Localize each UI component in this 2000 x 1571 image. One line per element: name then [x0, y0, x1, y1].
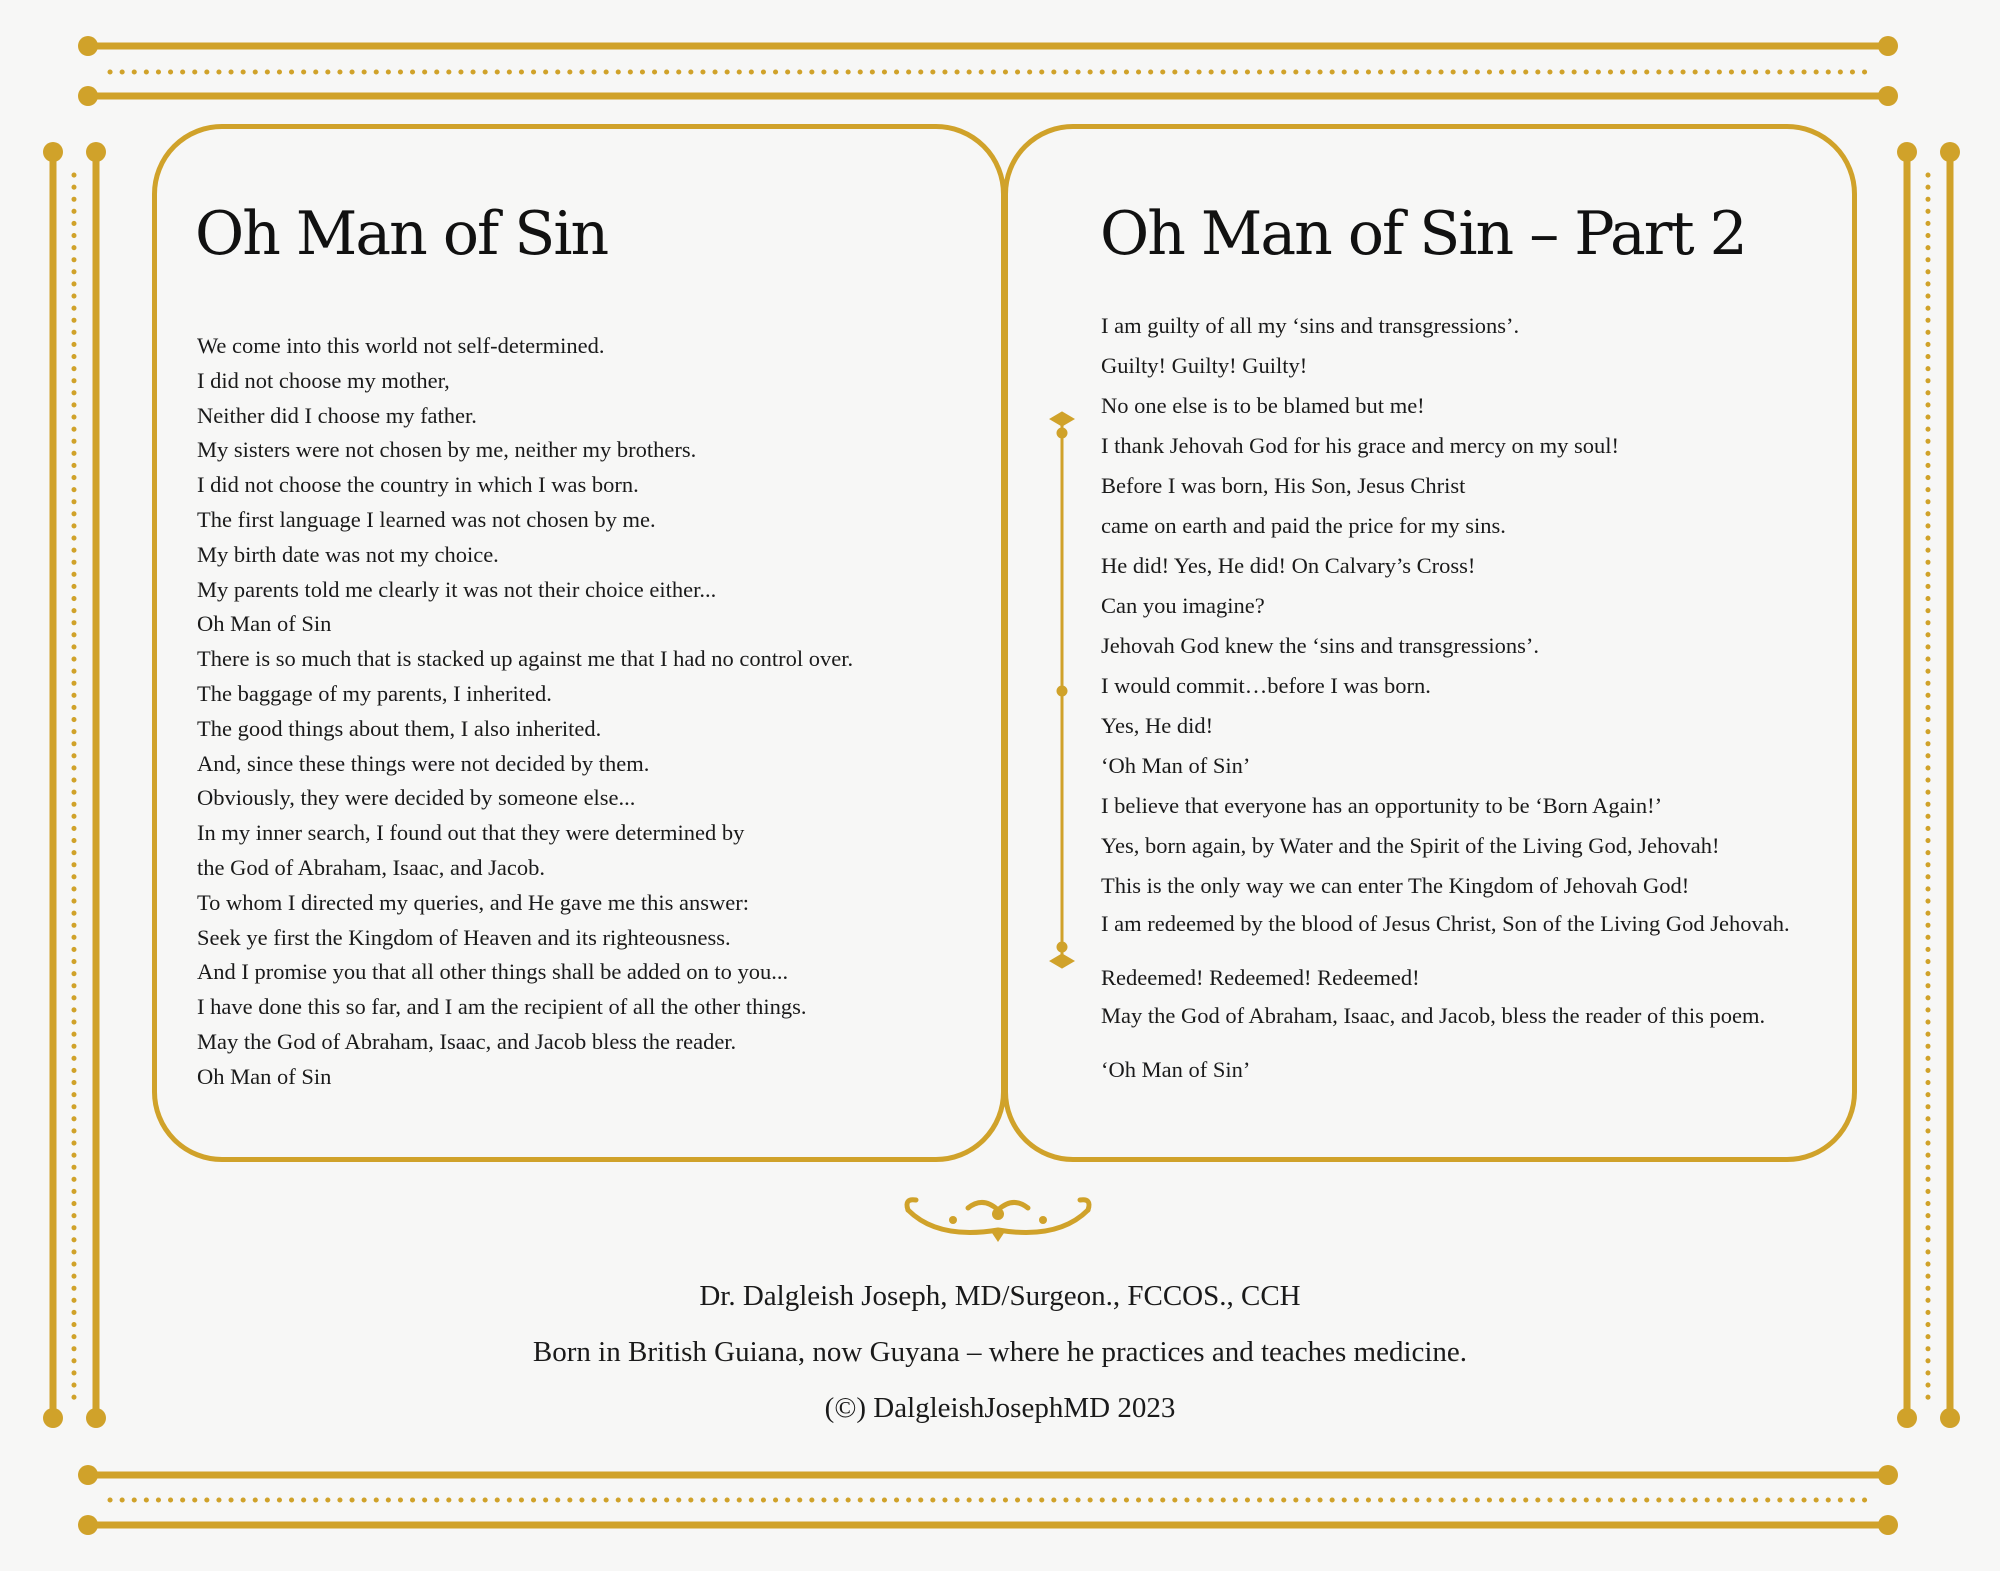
poem-line: No one else is to be blamed but me! [1101, 393, 1425, 418]
poem-line: We come into this world not self-determined. [197, 333, 605, 358]
poem-line: I have done this so far, and I am the recipient of all the other things. [197, 994, 807, 1020]
poem-line: ‘Oh Man of Sin’ [1101, 753, 1251, 778]
poem-line: ‘Oh Man of Sin’ [1101, 1057, 1251, 1082]
poem-line: My parents told me clearly it was not their choice either... [197, 576, 717, 602]
poem-line: Before I was born, His Son, Jesus Christ [1101, 473, 1466, 498]
poem-line: To whom I directed my queries, and He gave me this answer: [197, 889, 750, 915]
poem-line: He did! Yes, He did! On Calvary’s Cross! [1101, 553, 1476, 578]
poem-line: I am redeemed by the blood of Jesus Christ, Son of the Living God Jehovah. [1101, 911, 1790, 936]
poem-line: Oh Man of Sin [197, 1063, 332, 1089]
poem-line: There is so much that is stacked up against me that I had no control over. [197, 646, 854, 672]
poem-line: My sisters were not chosen by me, neither my brothers. [197, 437, 697, 463]
left-poem-lines [197, 329, 987, 1095]
right-poem-panel [1003, 124, 1857, 1162]
right-poem-lines [1101, 313, 1831, 1097]
poem-line: This is the only way we can enter The Kingdom of Jehovah God! [1101, 873, 1690, 898]
poem-line: Redeemed! Redeemed! Redeemed! [1101, 965, 1420, 990]
right-poem-title: Oh Man of Sin – Part 2 [1100, 199, 1746, 269]
poem-line: Can you imagine? [1101, 593, 1265, 618]
poem-line: the God of Abraham, Isaac, and Jacob. [197, 854, 546, 880]
poem-line: Yes, He did! [1101, 713, 1214, 738]
poem-line: The good things about them, I also inherited. [197, 715, 602, 741]
poem-line: Seek ye first the Kingdom of Heaven and its righteousness. [197, 924, 731, 950]
poem-line: My birth date was not my choice. [197, 541, 499, 567]
author-bio: Born in British Guiana, now Guyana – where he practices and teaches medicine. [532, 1336, 1468, 1368]
poem-line: Jehovah God knew the ‘sins and transgressions’. [1101, 633, 1540, 658]
poem-line: I believe that everyone has an opportunity to be ‘Born Again!’ [1101, 793, 1663, 818]
author-footer [0, 1268, 2000, 1436]
poem-line: In my inner search, I found out that they were determined by [197, 820, 745, 846]
poem-line: I did not choose my mother, [197, 367, 450, 393]
poem-line: Yes, born again, by Water and the Spirit of the Living God, Jehovah! [1101, 833, 1720, 858]
poem-line: Guilty! Guilty! Guilty! [1101, 353, 1308, 378]
poem-line: Oh Man of Sin [197, 611, 332, 637]
poem-line: I thank Jehovah God for his grace and mercy on my soul! [1101, 433, 1619, 458]
copyright-text: (©) DalgleishJosephMD 2023 [824, 1392, 1176, 1424]
poem-line: I did not choose the country in which I was born. [197, 472, 639, 498]
decorative-timeline [1008, 129, 1098, 1029]
poem-line: Obviously, they were decided by someone else... [197, 785, 636, 811]
poem-line: And I promise you that all other things shall be added on to you... [197, 959, 789, 985]
poem-line: The first language I learned was not chosen by me. [197, 506, 656, 532]
left-poem-title: Oh Man of Sin [195, 199, 608, 269]
left-poem-panel [152, 124, 1006, 1162]
poem-line: I am guilty of all my ‘sins and transgressions’. [1101, 313, 1520, 338]
poem-line: came on earth and paid the price for my sins. [1101, 513, 1506, 538]
poem-line: I would commit…before I was born. [1101, 673, 1431, 698]
poem-line: May the God of Abraham, Isaac, and Jacob, bless the reader of this poem. [1101, 1003, 1766, 1028]
poem-line: May the God of Abraham, Isaac, and Jacob bless the reader. [197, 1028, 737, 1054]
poem-line: The baggage of my parents, I inherited. [197, 680, 552, 706]
scroll-ornament-icon [898, 1190, 1098, 1250]
poem-line: And, since these things were not decided by them. [197, 750, 650, 776]
poem-line: Neither did I choose my father. [197, 402, 477, 428]
author-name: Dr. Dalgleish Joseph, MD/Surgeon., FCCOS., CCH [699, 1280, 1301, 1312]
